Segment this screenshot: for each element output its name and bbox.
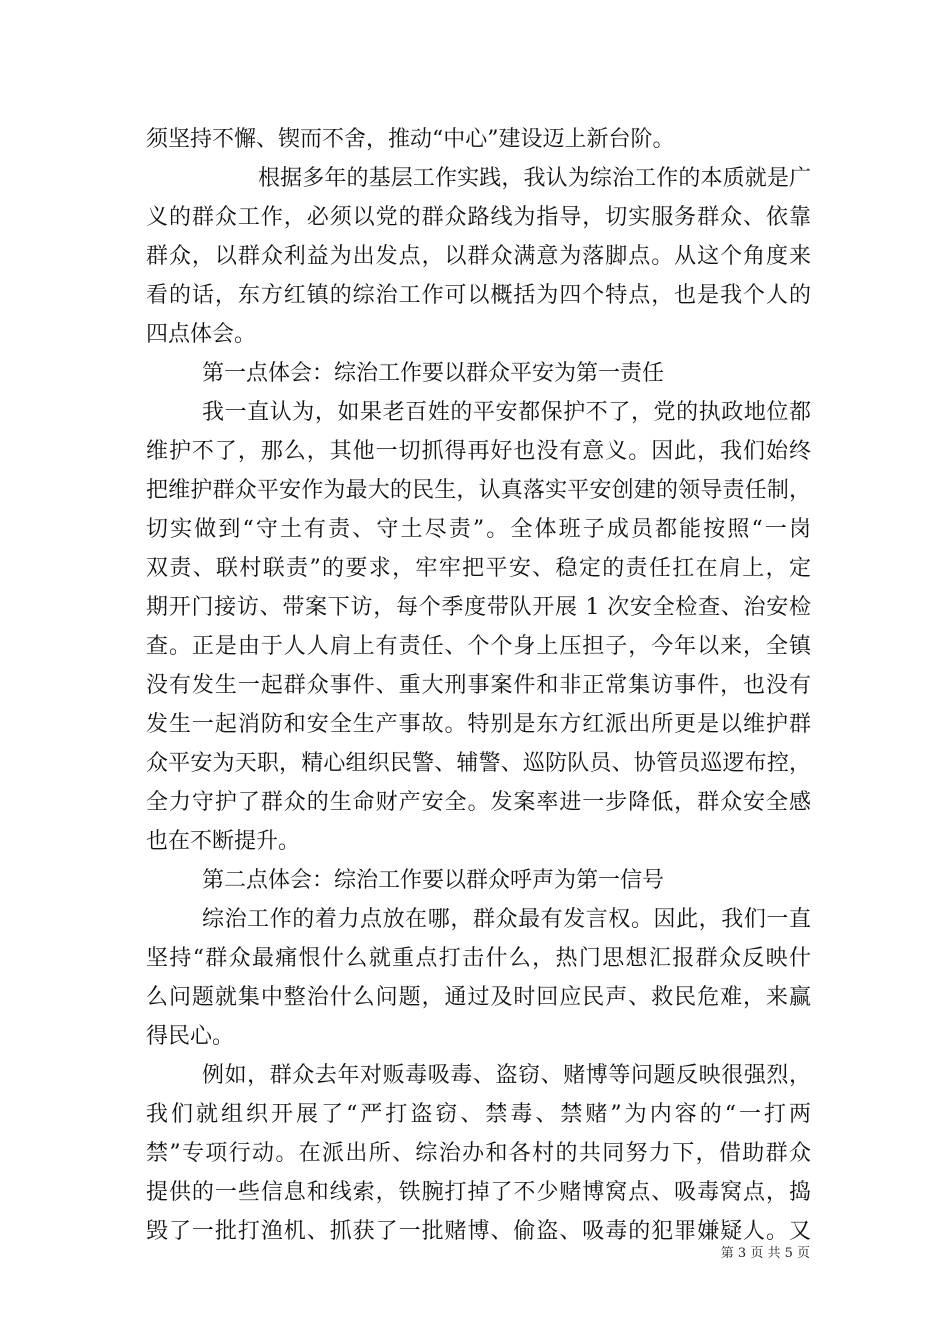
text-line: 查。正是由于人人肩上有责任、个个身上压担子，今年以来，全镇 [146, 634, 811, 659]
text-line: 群众，以群众利益为出发点，以群众满意为落脚点。从这个角度来 [146, 244, 811, 269]
text-line: 综治工作的着力点放在哪，群众最有发言权。因此，我们一直 [202, 907, 811, 932]
text-line: 全力守护了群众的生命财产安全。发案率进一步降低，群众安全感 [146, 790, 811, 815]
page-number: 第 3 页 共 5 页 [720, 1246, 810, 1261]
text-line: 须坚持不懈、锲而不舍，推动“中心”建设迈上新台阶。 [146, 127, 675, 152]
text-line: 根据多年的基层工作实践，我认为综治工作的本质就是广 [258, 166, 811, 191]
text-line: 切实做到“守土有责、守土尽责”。全体班子成员都能按照“一岗 [146, 517, 811, 542]
text-line: 四点体会。 [146, 322, 257, 347]
text-line: 看的话，东方红镇的综治工作可以概括为四个特点，也是我个人的 [146, 283, 811, 308]
text-line: 提供的一些信息和线索，铁腕打掉了不少赌博窝点、吸毒窝点，捣 [146, 1180, 811, 1205]
text-line: 众平安为天职，精心组织民警、辅警、巡防队员、协管员巡逻布控， [146, 751, 811, 776]
text-line: 双责、联村联责”的要求，牢牢把平安、稳定的责任扛在肩上，定 [146, 556, 811, 581]
text-line: 义的群众工作，必须以党的群众路线为指导，切实服务群众、依靠 [146, 205, 811, 230]
text-line: 第二点体会：综治工作要以群众呼声为第一信号 [202, 868, 665, 893]
text-line: 禁”专项行动。在派出所、综治办和各村的共同努力下，借助群众 [146, 1141, 811, 1166]
text-line: 第一点体会：综治工作要以群众平安为第一责任 [202, 361, 665, 386]
text-line: 维护不了，那么，其他一切抓得再好也没有意义。因此，我们始终 [146, 439, 811, 464]
text-line: 毁了一批打渔机、抓获了一批赌博、偷盗、吸毒的犯罪嫌疑人。又 [146, 1219, 811, 1244]
text-line: 我一直认为，如果老百姓的平安都保护不了，党的执政地位都 [202, 400, 811, 425]
text-line: 得民心。 [146, 1024, 235, 1049]
text-line: 坚持“群众最痛恨什么就重点打击什么，热门思想汇报群众反映什 [146, 946, 811, 971]
document-body [146, 120, 811, 1251]
text-line: 例如，群众去年对贩毒吸毒、盗窃、赌博等问题反映很强烈， [202, 1063, 811, 1088]
text-line: 把维护群众平安作为最大的民生，认真落实平安创建的领导责任制， [146, 478, 811, 503]
text-line: 发生一起消防和安全生产事故。特别是东方红派出所更是以维护群 [146, 712, 811, 737]
text-line: 期开门接访、带案下访，每个季度带队开展 1 次安全检查、治安检 [146, 595, 811, 620]
text-line: 也在不断提升。 [146, 829, 301, 854]
text-line: 没有发生一起群众事件、重大刑事案件和非正常集访事件，也没有 [146, 673, 811, 698]
text-line: 么问题就集中整治什么问题，通过及时回应民声、救民危难，来赢 [146, 985, 811, 1010]
text-line: 我们就组织开展了“严打盗窃、禁毒、禁赌”为内容的“一打两 [146, 1102, 811, 1127]
